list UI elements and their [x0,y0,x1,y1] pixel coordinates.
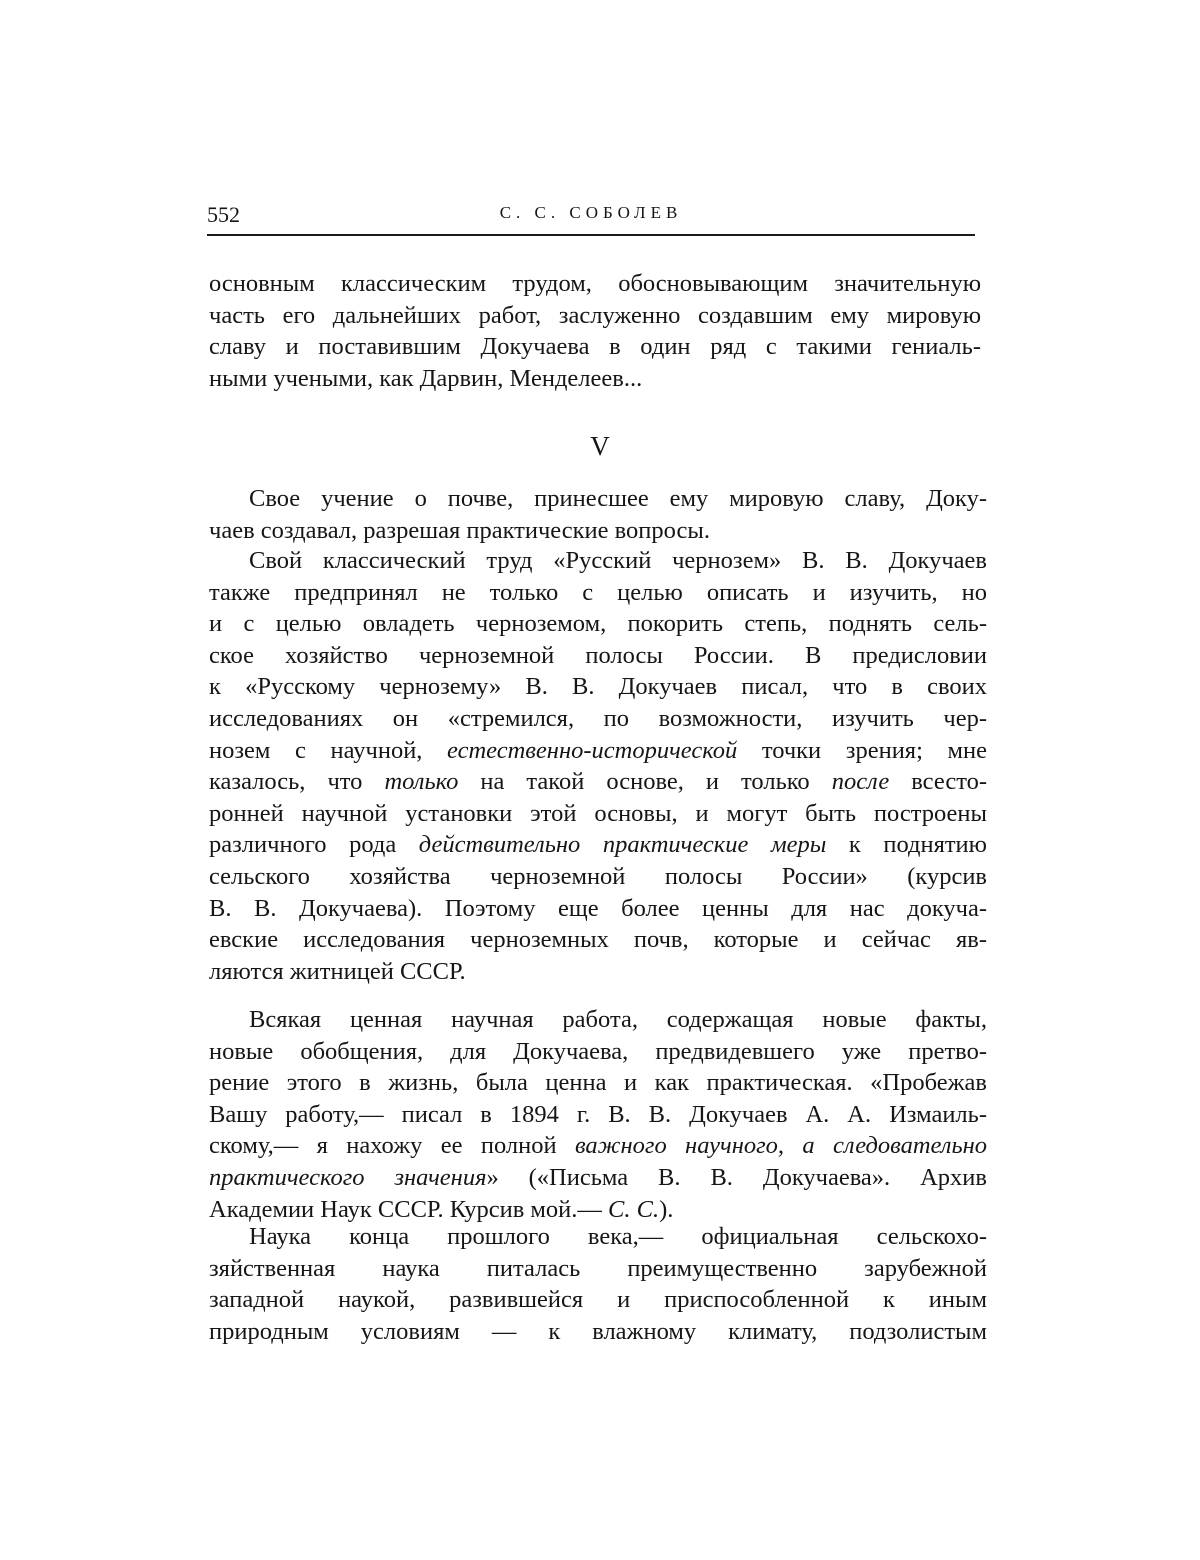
text-line [209,829,987,861]
text-line: рение этого в жизнь, была ценна и как практическая. «Пробежав [209,1067,987,1099]
text-run: всесто- [889,768,987,795]
text-line: Наука конца прошлого века,— официальная сельскохо- [209,1221,987,1253]
text-line: новые обобщения, для Докучаева, предвидевшего уже претво- [209,1036,987,1068]
text-line: евские исследования черноземных почв, которые и сейчас яв- [209,924,987,956]
text-line: природным условиям — к влажному климату, подзолистым [209,1316,987,1348]
text-line: Свой классический труд «Русский чернозем» В. В. Докучаев [209,545,987,577]
text-run: казалось, что [209,768,384,795]
text-run: ). [659,1196,673,1223]
italic-run: только [384,768,458,795]
paragraph-1 [209,268,981,394]
paragraph-5 [209,1221,987,1347]
italic-run: после [832,768,890,795]
text-line: сельского хозяйства черноземной полосы России» (курсив [209,861,987,893]
section-number: V [0,430,1200,462]
text-line [209,1130,987,1162]
paragraph-3 [209,545,987,987]
text-line: славу и поставившим Докучаева в один ряд с такими гениаль- [209,331,981,363]
text-line: также предпринял не только с целью описать и изучить, но [209,577,987,609]
text-line: ными учеными, как Дарвин, Менделеев... [209,363,981,395]
text-line: к «Русскому чернозему» В. В. Докучаев писал, что в своих [209,671,987,703]
paragraph-2 [209,483,987,546]
text-line: западной наукой, развившейся и приспособленной к иным [209,1284,987,1316]
italic-run: важного научного, а следовательно [575,1132,987,1159]
text-line: ронней научной установки этой основы, и могут быть построены [209,798,987,830]
paragraph-4 [209,1004,987,1225]
italic-run: практического значения [209,1164,486,1191]
text-run: нозем с научной, [209,737,447,764]
text-line: Свое учение о почве, принесшее ему мировую славу, Доку- [209,483,987,515]
italic-run: действительно практические меры [419,831,827,858]
text-line [209,735,987,767]
text-line: ское хозяйство черноземной полосы России. В предисловии [209,640,987,672]
italic-run: С. С. [608,1196,659,1223]
text-line: часть его дальнейших работ, заслуженно создавшим ему мировую [209,300,981,332]
text-line: ляются житницей СССР. [209,956,987,988]
text-line: Вашу работу,— писал в 1894 г. В. В. Докучаев А. А. Измаиль- [209,1099,987,1131]
text-run: » («Письма В. В. Докучаева». Архив [486,1164,987,1191]
text-line: и с целью овладеть черноземом, покорить степь, поднять сель- [209,608,987,640]
text-run: к поднятию [826,831,987,858]
text-line: чаев создавал, разрешая практические вопросы. [209,515,987,547]
text-run: скому,— я нахожу ее полной [209,1132,575,1159]
running-head: С. С. СОБОЛЕВ [207,200,975,226]
header-rule [207,234,975,236]
book-page [0,0,1200,1560]
page-header [207,200,975,230]
text-run: на такой основе, и только [458,768,831,795]
text-line: В. В. Докучаева). Поэтому еще более ценны для нас докуча- [209,893,987,925]
text-line [209,1162,987,1194]
page-number: 552 [207,200,240,230]
text-run: различного рода [209,831,419,858]
text-line: основным классическим трудом, обосновывающим значительную [209,268,981,300]
text-line: зяйственная наука питалась преимущественно зарубежной [209,1253,987,1285]
italic-run: естественно-исторической [447,737,737,764]
text-run: точки зрения; мне [737,737,987,764]
text-run: Академии Наук СССР. Курсив мой.— [209,1196,608,1223]
text-line [209,766,987,798]
text-line: Всякая ценная научная работа, содержащая новые факты, [209,1004,987,1036]
text-line: исследованиях он «стремился, по возможности, изучить чер- [209,703,987,735]
